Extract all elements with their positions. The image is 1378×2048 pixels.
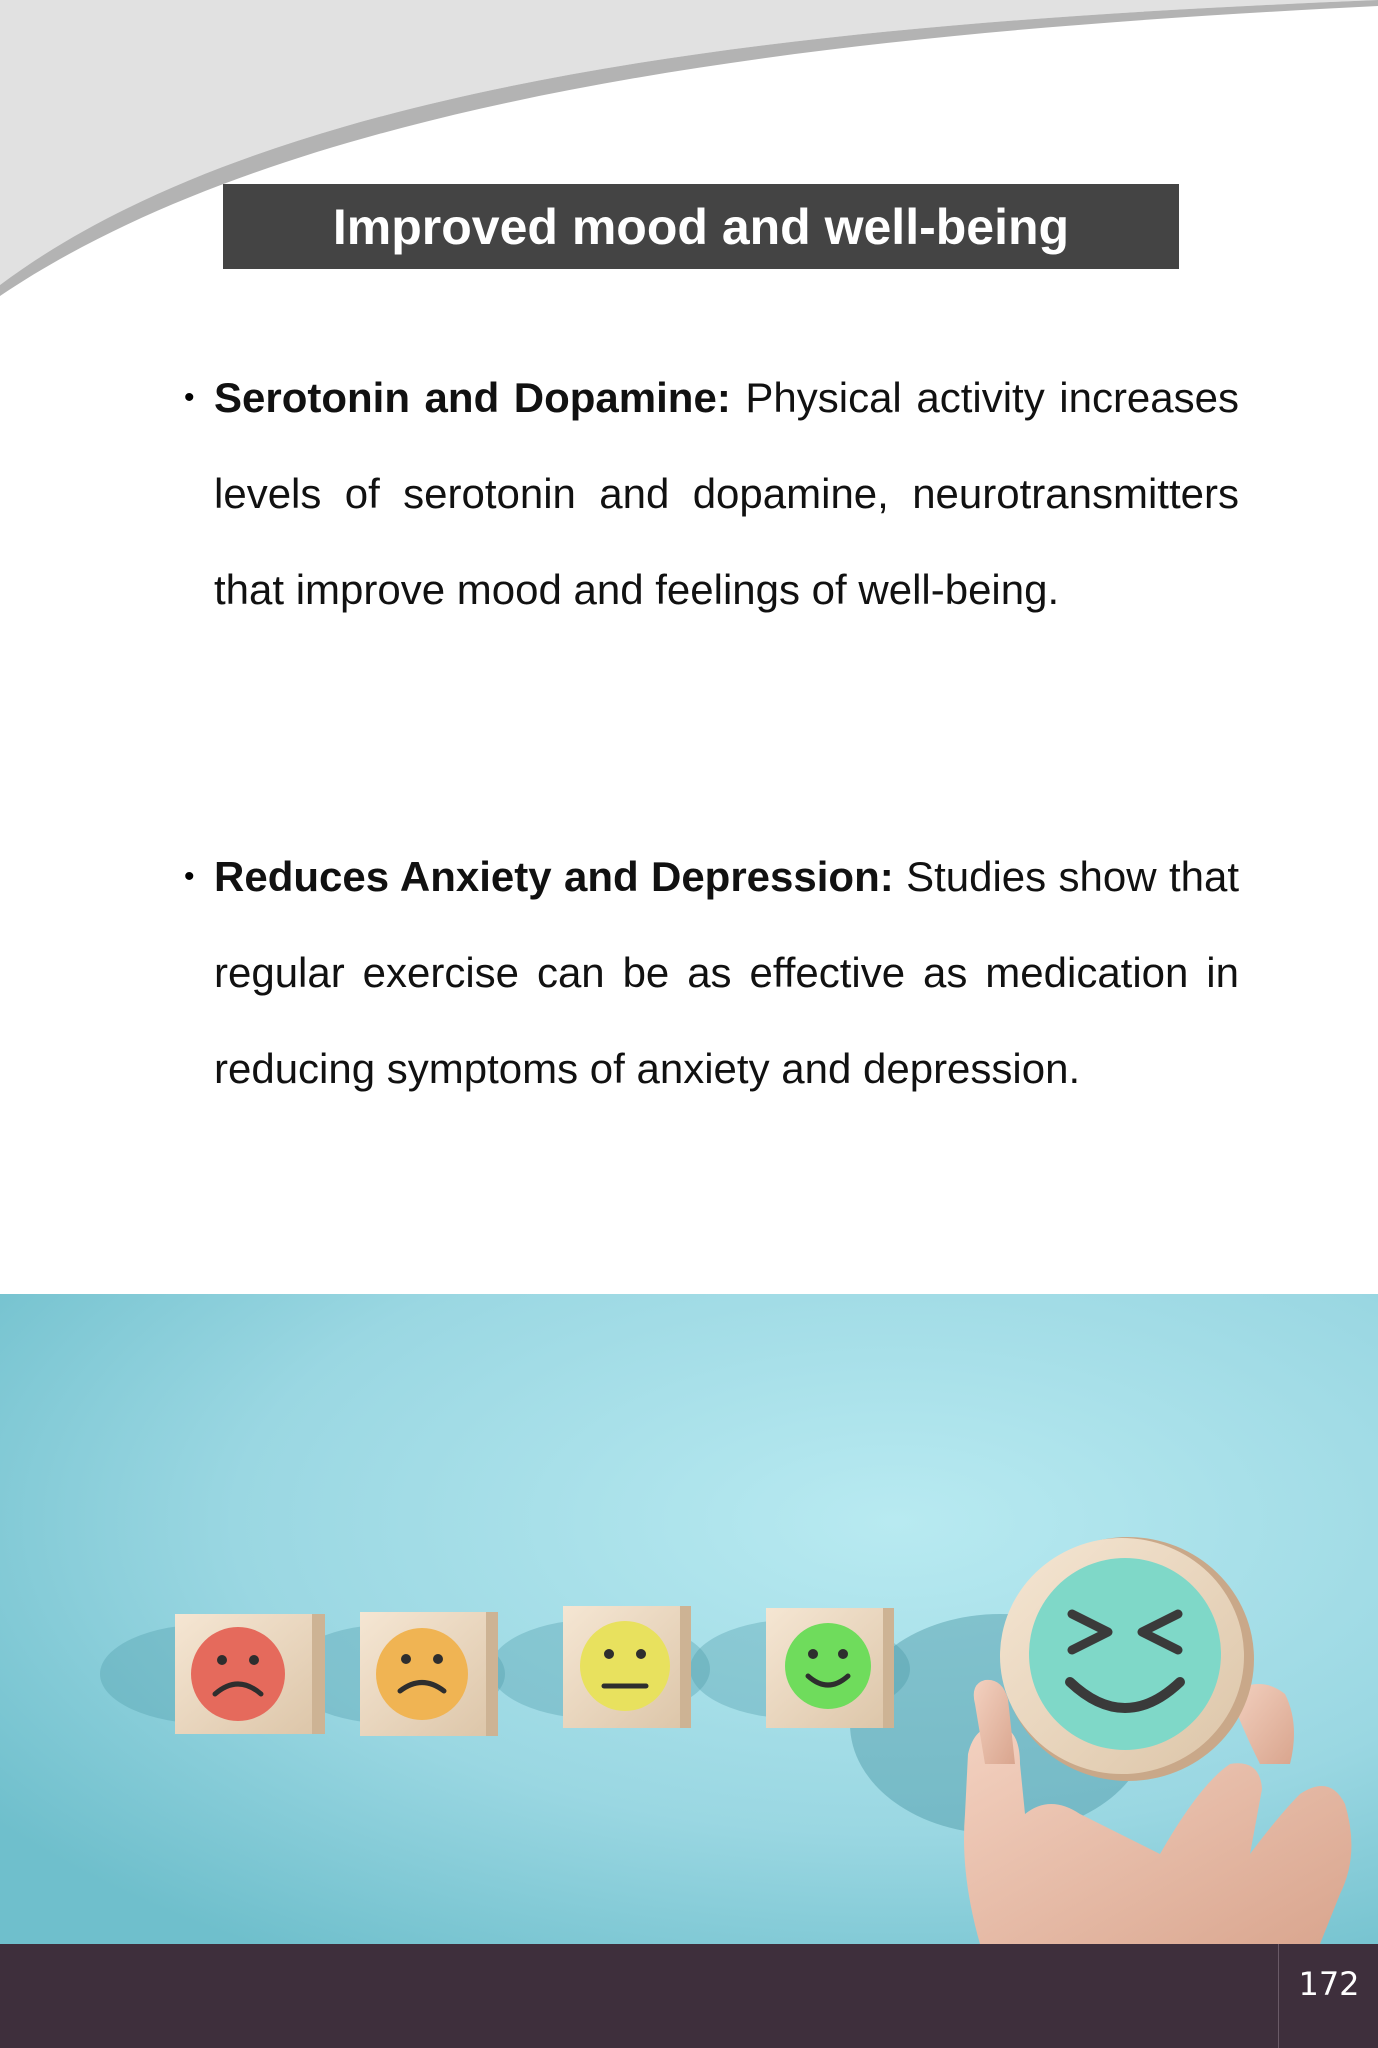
laughing-face-icon	[1000, 1537, 1254, 1781]
bullet-body: Physical activity increases levels of serotonin and dopamine, neurotransmitters that improve mood and feelings of well-being.	[214, 374, 1240, 613]
bullet-paragraph	[214, 829, 1239, 1117]
page-title: Improved mood and well-being	[332, 198, 1070, 255]
sad-face-icon	[175, 1614, 325, 1734]
smile-face-icon	[766, 1608, 894, 1728]
neutral-face-icon	[563, 1606, 691, 1728]
footer-divider	[1278, 1944, 1279, 2048]
bullet-item	[184, 829, 1239, 1117]
emotion-blocks-photo	[0, 1294, 1378, 1944]
bullet-body: Studies show that regular exercise can be as effective as medication in reducing symptoms of anxiety and depression.	[214, 853, 1239, 1092]
bullet-term: Serotonin and Dopamine:	[214, 374, 731, 421]
bullet-marker: •	[184, 860, 195, 893]
frown-face-icon	[360, 1612, 498, 1736]
page-footer	[0, 1944, 1378, 2048]
section-title-bar	[223, 184, 1179, 269]
page-number: 172	[1298, 1965, 1360, 2003]
bullet-term: Reduces Anxiety and Depression:	[214, 853, 894, 900]
bullet-item	[184, 350, 1240, 638]
bullet-marker: •	[184, 381, 195, 414]
bullet-paragraph	[214, 350, 1239, 638]
